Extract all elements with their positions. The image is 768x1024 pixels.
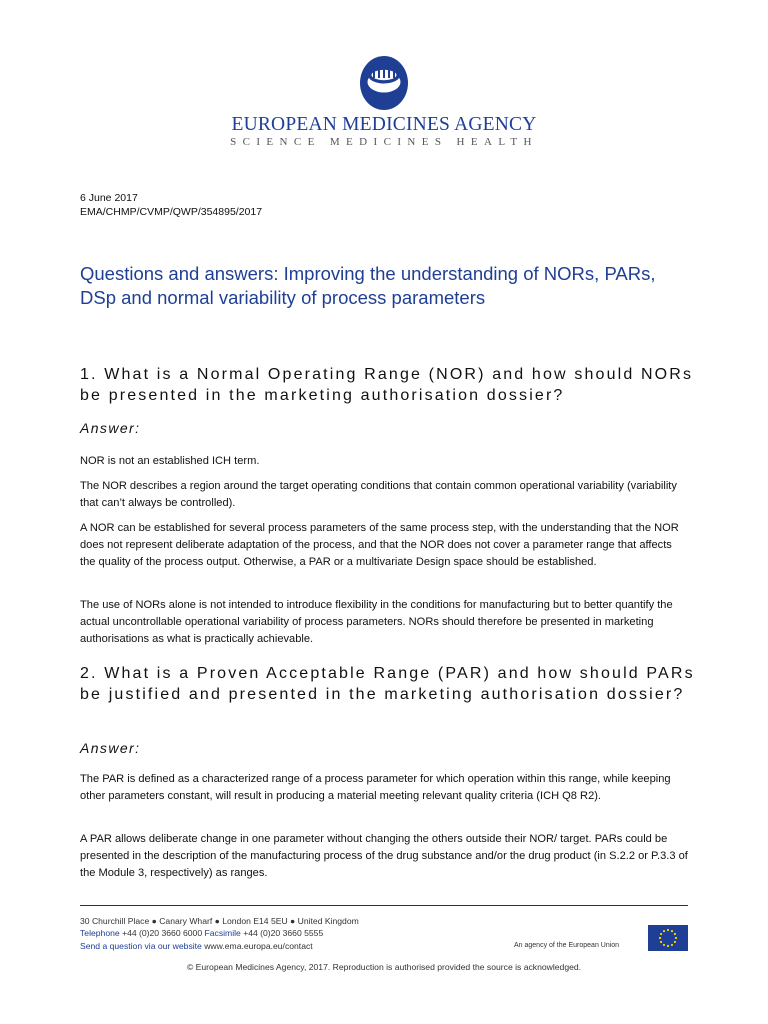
contact-url-link[interactable]: www.ema.europa.eu/contact	[204, 940, 313, 951]
ema-logo-icon	[351, 52, 417, 112]
telephone-number: +44 (0)20 3660 6000	[122, 928, 203, 939]
eu-flag-star	[660, 941, 662, 943]
telephone-label: Telephone	[80, 928, 120, 939]
eu-flag-star	[674, 941, 676, 943]
eu-flag-star	[663, 930, 665, 932]
section-1-paragraph-4: The use of NORs alone is not intended to introduce flexibility in the conditions for manufacturing but to better quantify the actual uncontrollable operational variability of process parameters. NORs should therefore be presented in marketing authorisations as what is practically achievable.	[80, 599, 673, 645]
facsimile-number: +44 (0)20 3660 5555	[243, 928, 324, 939]
eu-flag-star	[663, 944, 665, 946]
document-date: 6 June 2017	[80, 192, 138, 204]
eu-flag-icon	[648, 925, 688, 951]
document-meta	[80, 191, 262, 219]
section-1-paragraph-3: A NOR can be established for several process parameters of the same process step, with the understanding that the NOR does not represent deliberate adaptation of the process, and that the NOR does not cover a parameter range that affects the quality of the process output. Otherwise, a PAR or a multivariate Design space should be established.	[80, 522, 679, 568]
send-question-link[interactable]: Send a question via our website	[80, 940, 202, 951]
eu-flag-star	[667, 945, 669, 947]
section-1-answer-label: Answer:	[80, 420, 141, 436]
agency-logo	[0, 52, 768, 112]
facsimile-label: Facsimile	[204, 928, 241, 939]
section-1-paragraph-2: The NOR describes a region around the target operating conditions that contain common operational variability (variability that can’t always be controlled).	[80, 480, 677, 509]
eu-flag-star	[671, 930, 673, 932]
section-2-paragraph-2: A PAR allows deliberate change in one parameter without changing the others outside their NOR/ target. PARs could be presented in the description of the manufacturing process of the drug substance and/or the drug product (in S.2.2 or P.3.3 of the Module 3, respectively) as ranges.	[80, 833, 688, 879]
eu-flag-star	[675, 937, 677, 939]
section-2-answer-label: Answer:	[80, 740, 141, 756]
document-reference: EMA/CHMP/CVMP/QWP/354895/2017	[80, 206, 263, 218]
agency-tagline: SCIENCE MEDICINES HEALTH	[230, 136, 538, 148]
footer-address: 30 Churchill Place ● Canary Wharf ● London E14 5EU ● United Kingdom	[80, 916, 359, 926]
footer-divider	[80, 905, 688, 906]
document-title: Questions and answers: Improving the understanding of NORs, PARs, DSp and normal variability of process parameters	[80, 263, 656, 308]
agency-name: EUROPEAN MEDICINES AGENCY	[231, 114, 537, 135]
section-1-paragraph-1: NOR is not an established ICH term.	[80, 455, 260, 467]
eu-flag-star	[659, 937, 661, 939]
footer-contact	[80, 915, 359, 952]
eu-flag-star	[674, 933, 676, 935]
eu-flag-star	[667, 929, 669, 931]
eu-flag-star	[660, 933, 662, 935]
footer-phone-line	[80, 927, 359, 939]
section-1-question: 1. What is a Normal Operating Range (NOR) and how should NORs be presented in the marketing authorisation dossier?	[80, 366, 694, 404]
section-2-paragraph-1: The PAR is defined as a characterized range of a process parameter for which operation within this range, while keeping other parameters constant, will result in producing a material meeting relevant quality criteria (ICH Q8 R2).	[80, 773, 671, 802]
footer-web-line	[80, 940, 359, 952]
eu-agency-note: An agency of the European Union	[514, 942, 620, 949]
eu-flag-star	[671, 944, 673, 946]
section-2-question: 2. What is a Proven Acceptable Range (PAR) and how should PARs be justified and presented in the marketing authorisation dossier?	[80, 665, 695, 703]
copyright-notice: © European Medicines Agency, 2017. Reproduction is authorised provided the source is acknowledged.	[186, 962, 582, 972]
